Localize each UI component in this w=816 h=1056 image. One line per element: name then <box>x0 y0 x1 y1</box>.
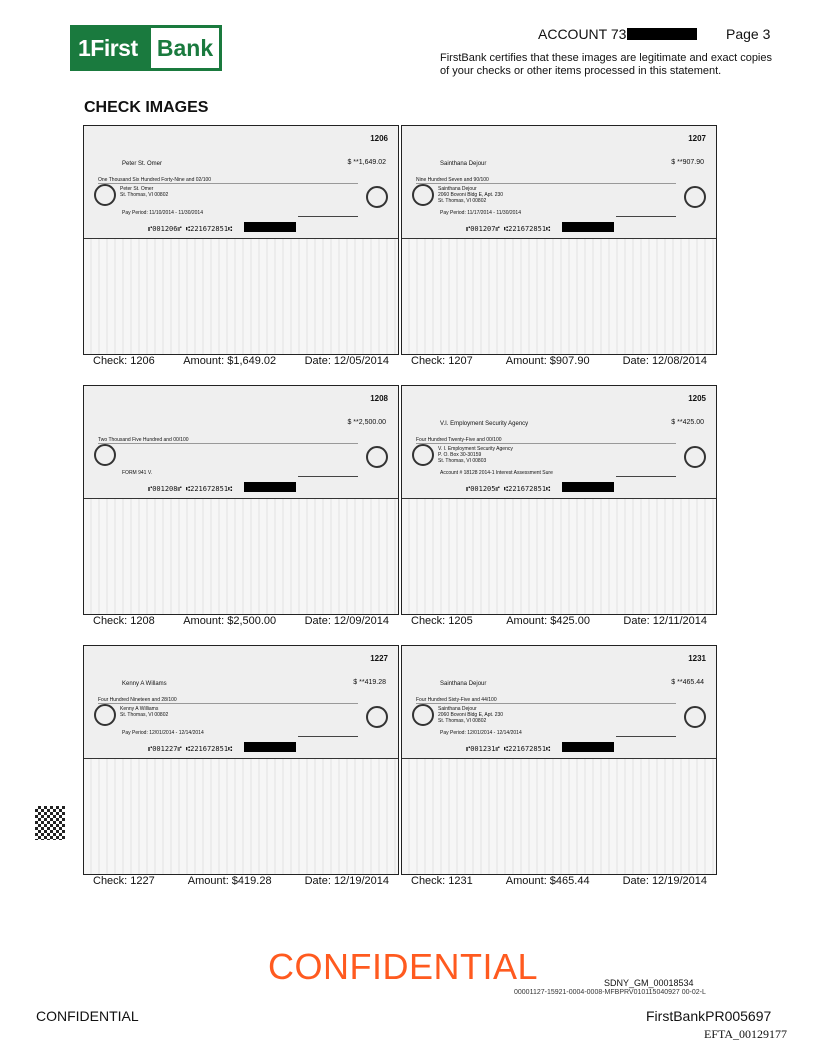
address-line: St. Thomas, VI 00802 <box>120 712 169 718</box>
check-amount-words: One Thousand Six Hundred Forty-Nine and 02/100 <box>98 177 358 184</box>
check-caption <box>83 355 399 367</box>
signature-line <box>616 722 676 737</box>
signature-line <box>616 462 676 477</box>
check-amount-box: $ **465.44 <box>671 679 704 686</box>
address-line: St. Thomas, VI 00803 <box>438 458 487 464</box>
seal-icon <box>94 444 116 466</box>
micr-line: ⑈001208⑈ ⑆221672851⑆ <box>148 485 233 493</box>
check-back-endorsement <box>84 239 398 354</box>
page-number: Page 3 <box>726 26 771 42</box>
check-front <box>402 386 716 499</box>
check-image <box>401 645 717 875</box>
check-back-endorsement <box>84 759 398 874</box>
seal-icon <box>366 446 388 468</box>
caption-amount: Amount: $2,500.00 <box>183 615 277 627</box>
check-image <box>401 125 717 355</box>
address-line: Peter St. Omer <box>120 186 154 192</box>
section-title: CHECK IMAGES <box>84 99 209 116</box>
redaction-bar <box>562 482 614 492</box>
check-number: 1207 <box>688 134 706 143</box>
check-memo: Pay Period: 12/01/2014 - 12/14/2014 <box>440 730 522 736</box>
check-memo: Pay Period: 11/17/2014 - 11/30/2014 <box>440 210 521 216</box>
check-payee: Kenny A Willams <box>122 681 167 687</box>
check-payee-address <box>120 706 168 718</box>
seal-icon <box>684 186 706 208</box>
check-payee-address <box>438 446 513 464</box>
certification-text: FirstBank certifies that these images are legitimate and exact copies of your checks or other items processed in this statement. <box>440 52 772 77</box>
check-payee-address <box>438 706 503 724</box>
address-line: Kenny A Williams <box>120 706 159 712</box>
caption-check-number: Check: 1231 <box>411 875 473 887</box>
caption-check-number: Check: 1206 <box>93 355 155 367</box>
check-number: 1206 <box>370 134 388 143</box>
seal-icon <box>684 706 706 728</box>
check-memo: Account # 18128 2014-1 Interest Assessment Sure <box>440 470 553 476</box>
caption-date: Date: 12/08/2014 <box>622 355 707 367</box>
check-number: 1231 <box>688 654 706 663</box>
check-back-endorsement <box>402 499 716 614</box>
caption-amount: Amount: $907.90 <box>505 355 590 367</box>
redaction-bar <box>244 742 296 752</box>
signature-line <box>298 722 358 737</box>
caption-date: Date: 12/05/2014 <box>304 355 389 367</box>
redaction-bar <box>244 482 296 492</box>
check-tile <box>83 385 399 641</box>
firstbank-logo <box>70 25 222 71</box>
caption-amount: Amount: $1,649.02 <box>183 355 277 367</box>
check-amount-words: Four Hundred Nineteen and 28/100 <box>98 697 358 704</box>
sdny-bates-number: SDNY_GM_00018534 <box>604 978 694 988</box>
micr-line: ⑈001205⑈ ⑆221672851⑆ <box>466 485 551 493</box>
micr-line: ⑈001227⑈ ⑆221672851⑆ <box>148 745 233 753</box>
check-payee: Peter St. Omer <box>122 161 163 167</box>
check-payee: Sainthana Dejour <box>440 681 487 687</box>
confidential-stamp: CONFIDENTIAL <box>268 946 539 987</box>
check-amount-box: $ **1,649.02 <box>347 159 386 166</box>
check-caption <box>401 875 717 887</box>
check-number: 1208 <box>370 394 388 403</box>
check-back-endorsement <box>402 239 716 354</box>
check-back-endorsement <box>84 499 398 614</box>
caption-check-number: Check: 1205 <box>411 615 473 627</box>
micr-line: ⑈001206⑈ ⑆221672851⑆ <box>148 225 233 233</box>
caption-amount: Amount: $465.44 <box>505 875 590 887</box>
check-tile <box>401 645 717 901</box>
seal-icon <box>366 706 388 728</box>
check-back-endorsement <box>402 759 716 874</box>
check-image <box>83 125 399 355</box>
caption-check-number: Check: 1227 <box>93 875 155 887</box>
check-payee: V.I. Employment Security Agency <box>440 421 529 427</box>
check-front <box>84 126 398 239</box>
caption-check-number: Check: 1207 <box>411 355 473 367</box>
address-line: Sainthana Dejour <box>438 706 477 712</box>
redaction-bar <box>627 28 697 40</box>
check-payee-address <box>120 186 168 198</box>
seal-icon <box>94 184 116 206</box>
caption-date: Date: 12/19/2014 <box>304 875 389 887</box>
redaction-bar <box>244 222 296 232</box>
seal-icon <box>412 184 434 206</box>
check-tile <box>401 125 717 381</box>
seal-icon <box>94 704 116 726</box>
qr-code-icon <box>35 806 65 840</box>
check-front <box>402 646 716 759</box>
address-line: St. Thomas, VI 00802 <box>120 192 169 198</box>
redaction-bar <box>562 742 614 752</box>
caption-check-number: Check: 1208 <box>93 615 155 627</box>
caption-date: Date: 12/09/2014 <box>304 615 389 627</box>
check-image <box>401 385 717 615</box>
caption-date: Date: 12/19/2014 <box>622 875 707 887</box>
check-number: 1227 <box>370 654 388 663</box>
seal-icon <box>412 704 434 726</box>
caption-date: Date: 12/11/2014 <box>623 615 707 627</box>
check-amount-words: Four Hundred Twenty-Five and 00/100 <box>416 437 676 444</box>
check-tile <box>83 645 399 901</box>
caption-amount: Amount: $425.00 <box>506 615 590 627</box>
check-caption <box>401 615 717 627</box>
check-amount-box: $ **425.00 <box>671 419 704 426</box>
document-control-number: 00001127-15921-0004-0008-MFBPRV010115040927 00-02-L <box>514 989 706 996</box>
caption-amount: Amount: $419.28 <box>187 875 272 887</box>
check-memo: Pay Period: 11/10/2014 - 11/30/2014 <box>122 210 203 216</box>
check-front <box>402 126 716 239</box>
logo-text-bank: Bank <box>151 28 219 68</box>
check-caption <box>83 875 399 887</box>
check-tile <box>401 385 717 641</box>
address-line: St. Thomas, VI 00802 <box>438 718 487 724</box>
check-amount-words: Two Thousand Five Hundred and 00/100 <box>98 437 358 444</box>
signature-line <box>298 462 358 477</box>
check-image <box>83 385 399 615</box>
address-line: Sainthana Dejour <box>438 186 477 192</box>
check-amount-box: $ **2,500.00 <box>347 419 386 426</box>
check-front <box>84 386 398 499</box>
seal-icon <box>684 446 706 468</box>
logo-text-first: 1First <box>78 34 138 61</box>
signature-line <box>298 202 358 217</box>
address-line: St. Thomas, VI 00802 <box>438 198 487 204</box>
firstbank-bates-number: FirstBankPR005697 <box>646 1008 772 1024</box>
check-number: 1205 <box>688 394 706 403</box>
check-caption <box>401 355 717 367</box>
seal-icon <box>412 444 434 466</box>
confidential-footer-label: CONFIDENTIAL <box>36 1008 139 1024</box>
check-tile <box>83 125 399 381</box>
check-amount-words: Four Hundred Sixty-Five and 44/100 <box>416 697 676 704</box>
signature-line <box>616 202 676 217</box>
check-amount-words: Nine Hundred Seven and 90/100 <box>416 177 676 184</box>
check-front <box>84 646 398 759</box>
address-line: P. O. Box 30-30159 <box>438 452 482 458</box>
check-payee-address <box>438 186 503 204</box>
address-line: V. I. Employment Security Agency <box>438 446 513 452</box>
check-caption <box>83 615 399 627</box>
redaction-bar <box>562 222 614 232</box>
efta-number: EFTA_00129177 <box>704 1027 788 1041</box>
check-image <box>83 645 399 875</box>
micr-line: ⑈001207⑈ ⑆221672851⑆ <box>466 225 551 233</box>
check-memo: FORM 941 V. <box>122 470 153 476</box>
seal-icon <box>366 186 388 208</box>
address-line: 2060 Bovoni Bldg E, Apt. 230 <box>438 192 504 198</box>
check-payee: Sainthana Dejour <box>440 161 487 167</box>
check-memo: Pay Period: 12/01/2014 - 12/14/2014 <box>122 730 204 736</box>
check-amount-box: $ **419.28 <box>353 679 386 686</box>
micr-line: ⑈001231⑈ ⑆221672851⑆ <box>466 745 551 753</box>
account-label: ACCOUNT 73 <box>538 26 697 42</box>
address-line: 2060 Bovoni Bldg E, Apt. 230 <box>438 712 504 718</box>
check-amount-box: $ **907.90 <box>671 159 704 166</box>
